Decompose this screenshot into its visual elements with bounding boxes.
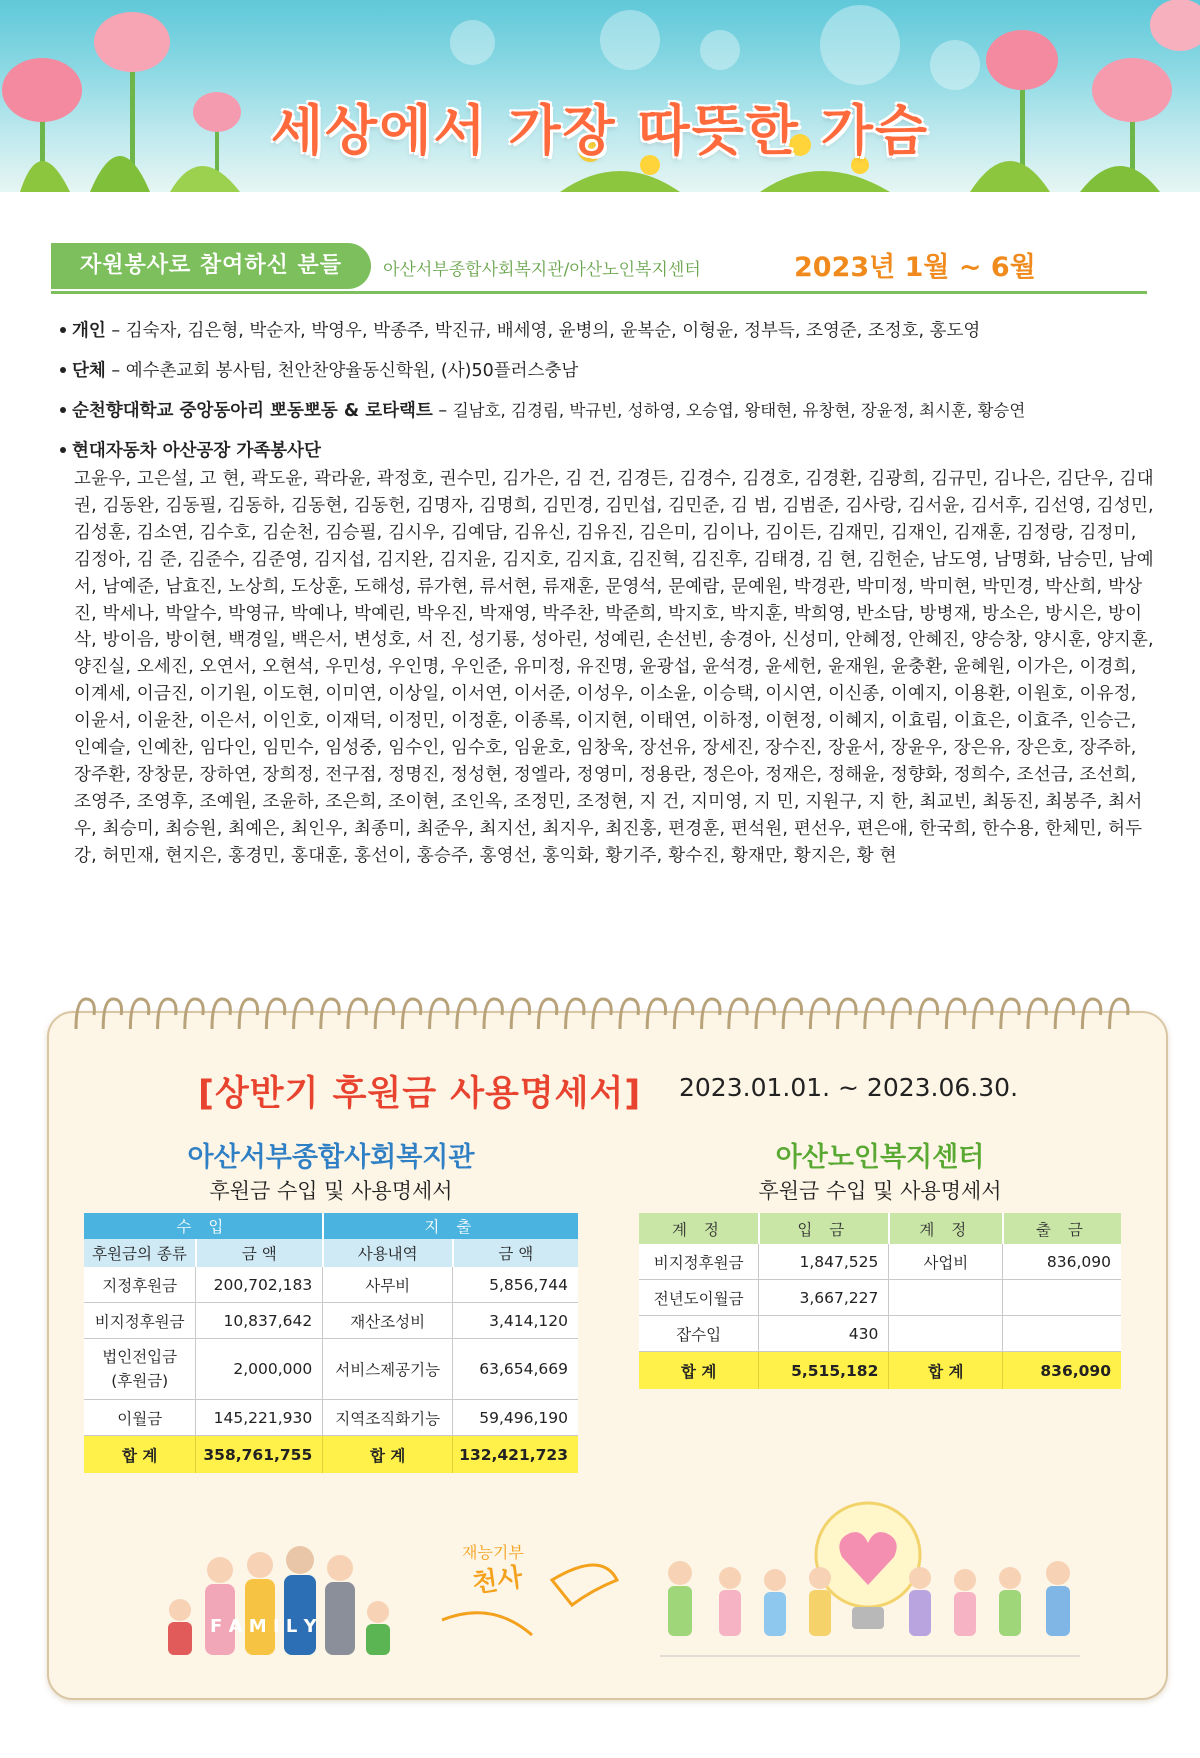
volunteers-list: [60, 318, 1160, 870]
table-row: [84, 1339, 578, 1400]
total-label: 합 계: [639, 1352, 759, 1390]
org1-subtitle: 후원금 수입 및 사용명세서: [209, 1179, 453, 1203]
category-separator: –: [105, 361, 126, 381]
income-amount: 145,221,930: [196, 1400, 323, 1436]
volunteers-period: 2023년 1월 ~ 6월: [794, 252, 1036, 283]
family-volunteer-names: 고윤우, 고은설, 고 현, 곽도윤, 곽라윤, 곽정호, 권수민, 김가은, 김 건, 김경든, 김경수, 김경호, 김경환, 김광희, 김규민, 김나은, 김단우, 김대권, 김동완, 김동필, 김동하, 김동현, 김동헌, 김명자, 김명희, 김민경, 김민섭, 김민준, 김 범, 김범준, 김사랑, 김서윤, 김서후, 김선영, 김성민, 김성훈, 김소연, 김수호, 김순천, 김승필, 김시우, 김예담, 김유신, 김유진, 김은미, 김이나, 김이든, 김재민, 김재인, 김재훈, 김정랑, 김정미, 김정아, 김 준, 김준수, 김준영, 김지섭, 김지완, 김지윤, 김지호, 김지효, 김진혁, 김진후, 김태경, 김 현, 김헌순, 남도영, 남명화, 남승민, 남예서, 남예준, 남효진, 노상희, 도상훈, 도해성, 류가현, 류서현, 류재훈, 문영석, 문예람, 문예원, 박경관, 박미정, 박미현, 박민경, 박산희, 박상진, 박세나, 박알수, 박영규, 박예나, 박예린, 박우진, 박재영, 박주찬, 박준희, 박지호, 박지훈, 박희영, 반소담, 방병재, 방소은, 방시은, 방이삭, 방이음, 방이현, 백경일, 백은서, 변성호, 서 진, 성기룡, 성아린, 성예린, 손선빈, 송경아, 신성미, 안혜정, 안혜진, 양승창, 양시훈, 양지훈, 양진실, 오세진, 오연서, 오현석, 우민성, 우인명, 우인준, 유미정, 유진명, 윤광섭, 윤석경, 윤세헌, 윤재원, 윤충환, 윤혜원, 이가은, 이경희, 이계세, 이금진, 이기원, 이도현, 이미연, 이상일, 이서연, 이서준, 이성우, 이소윤, 이승택, 이시연, 이신종, 이예지, 이용환, 이원호, 이유정, 이윤서, 이윤찬, 이은서, 이인호, 이재덕, 이정민, 이정훈, 이종록, 이지현, 이태연, 이하정, 이현정, 이혜지, 이효림, 이효은, 이효주, 인승근, 인예슬, 인예찬, 임다인, 임민수, 임성중, 임수인, 임수호, 임윤호, 임창욱, 장선유, 장세진, 장수진, 장윤서, 장윤우, 장은유, 장은호, 장주하, 장주환, 장창문, 장하연, 장희정, 전구점, 정명진, 정성현, 정엘라, 정영미, 정용란, 정은아, 정재은, 정해윤, 정향화, 정희수, 조선금, 조선희, 조영주, 조영후, 조예원, 조윤하, 조은희, 조이현, 조인옥, 조정민, 조정현, 지 건, 지미영, 지 민, 지원구, 지 한, 최교빈, 최동진, 최봉주, 최서우, 최승미, 최승원, 최예은, 최인우, 최종미, 최준우, 최지선, 최지우, 최진홍, 편경훈, 편석원, 편선우, 편은애, 한국희, 한수용, 한체민, 허두강, 허민재, 현지은, 홍경민, 홍대훈, 홍선이, 홍승주, 홍영선, 홍익화, 황기주, 황수진, 황재만, 황지은, 황 현: [74, 469, 1154, 866]
table-row: [639, 1316, 1121, 1352]
category-names: 길남호, 김경림, 박규빈, 성하영, 오승엽, 왕태현, 유창현, 장윤정, 최시훈, 황승연: [452, 401, 1026, 420]
category-separator: –: [105, 321, 126, 341]
total-label: 합 계: [889, 1352, 1003, 1390]
total-row: [84, 1436, 578, 1474]
category-label: 개인: [72, 321, 106, 341]
income-amount: 3,667,227: [759, 1280, 889, 1316]
ring-icon: [783, 999, 801, 1029]
expense-type: 재산조성비: [323, 1303, 453, 1339]
category-label: 단체: [72, 361, 106, 381]
total-row: [639, 1352, 1121, 1390]
bullet-icon: [60, 327, 66, 333]
angel-text: 천사: [470, 1562, 525, 1600]
notebook-rings-decoration: [70, 995, 1130, 1039]
ring-icon: [348, 999, 366, 1029]
bullet-icon: [60, 407, 66, 413]
org2-budget-table: [639, 1213, 1121, 1389]
total-income: 358,761,755: [196, 1436, 323, 1474]
table-row: [639, 1280, 1121, 1316]
ring-icon: [674, 999, 692, 1029]
expense-type: 사무비: [323, 1267, 453, 1303]
ring-icon: [892, 999, 910, 1029]
ring-icon: [402, 999, 420, 1029]
expense-amount: [1003, 1316, 1121, 1352]
expense-amount: 3,414,120: [453, 1303, 578, 1339]
ring-icon: [212, 999, 230, 1029]
total-expense: 836,090: [1003, 1352, 1121, 1390]
ring-icon: [946, 999, 964, 1029]
bokeh-decoration: [600, 10, 660, 70]
income-amount: 1,847,525: [759, 1244, 889, 1280]
account-in: 잡수입: [639, 1316, 759, 1352]
family-letters: F A M I L Y: [210, 1616, 317, 1637]
column-header: 출 금: [1003, 1213, 1121, 1244]
income-type: 비지정후원금: [84, 1303, 196, 1339]
expense-type: 서비스제공기능: [323, 1339, 453, 1400]
ring-icon: [865, 999, 883, 1029]
banner-title: 세상에서 가장 따뜻한 가슴: [270, 99, 930, 162]
volunteer-category-group: [60, 358, 1160, 384]
expense-amount: [1003, 1280, 1121, 1316]
table-row: [84, 1400, 578, 1436]
income-header: 수 입: [84, 1213, 323, 1239]
expense-header: 지 출: [323, 1213, 578, 1239]
volunteer-category-individual: [60, 318, 1160, 344]
ring-icon: [375, 999, 393, 1029]
volunteers-heading: 자원봉사로 참여하신 분들: [51, 243, 371, 289]
column-header: 입 금: [759, 1213, 889, 1244]
org1-budget-table: [84, 1213, 578, 1473]
org2-title: 아산노인복지센터: [775, 1142, 985, 1173]
expense-amount: 5,856,744: [453, 1267, 578, 1303]
ring-icon: [185, 999, 203, 1029]
ring-icon: [158, 999, 176, 1029]
ring-icon: [810, 999, 828, 1029]
budget-title: [상반기 후원금 사용명세서]: [198, 1074, 642, 1114]
ring-icon: [1110, 999, 1128, 1029]
ring-icon: [294, 999, 312, 1029]
ring-icon: [729, 999, 747, 1029]
volunteer-category-university: [60, 398, 1160, 424]
account-out: [889, 1280, 1003, 1316]
income-type: 법인전입금 (후원금): [84, 1339, 196, 1400]
category-names: 김숙자, 김은형, 박순자, 박영우, 박종주, 박진규, 배세영, 윤병의, 윤복순, 이형윤, 정부득, 조영준, 조정호, 홍도영: [125, 321, 981, 341]
column-header: 금 액: [453, 1239, 578, 1267]
ring-icon: [1055, 999, 1073, 1029]
budget-date-range: 2023.01.01. ~ 2023.06.30.: [679, 1073, 1019, 1102]
angel-top-text: 재능기부: [462, 1543, 524, 1562]
income-amount: 2,000,000: [196, 1339, 323, 1400]
account-in: 비지정후원금: [639, 1244, 759, 1280]
bokeh-decoration: [700, 30, 740, 70]
ring-icon: [593, 999, 611, 1029]
org2-subtitle: 후원금 수입 및 사용명세서: [758, 1179, 1002, 1203]
ring-icon: [321, 999, 339, 1029]
angel-wings-icon: [432, 1540, 622, 1655]
ring-icon: [457, 999, 475, 1029]
income-amount: 200,702,183: [196, 1267, 323, 1303]
total-label: 합 계: [323, 1436, 453, 1474]
ring-icon: [1082, 999, 1100, 1029]
expense-amount: 63,654,669: [453, 1339, 578, 1400]
column-header: 사용내역: [323, 1239, 453, 1267]
bokeh-decoration: [450, 20, 495, 65]
ring-icon: [647, 999, 665, 1029]
ring-icon: [76, 999, 94, 1029]
ring-icon: [838, 999, 856, 1029]
bullet-icon: [60, 367, 66, 373]
table-row: [639, 1244, 1121, 1280]
ring-icon: [566, 999, 584, 1029]
volunteers-organizations: 아산서부종합사회복지관/아산노인복지센터: [383, 260, 701, 280]
expense-amount: 836,090: [1003, 1244, 1121, 1280]
category-separator: –: [432, 401, 453, 421]
ring-icon: [103, 999, 121, 1029]
ring-icon: [974, 999, 992, 1029]
table-row: [84, 1303, 578, 1339]
income-type: 지정후원금: [84, 1267, 196, 1303]
column-header: 계 정: [639, 1213, 759, 1244]
ring-icon: [620, 999, 638, 1029]
ring-icon: [919, 999, 937, 1029]
column-header: 계 정: [889, 1213, 1003, 1244]
ring-icon: [239, 999, 257, 1029]
talent-donation-angel: [432, 1540, 622, 1655]
divider: [51, 291, 1147, 294]
ring-icon: [756, 999, 774, 1029]
ring-icon: [1001, 999, 1019, 1029]
category-names: 예수촌교회 봉사팀, 천안찬양율동신학원, (사)50플러스충남: [125, 361, 579, 381]
bokeh-decoration: [820, 5, 900, 85]
total-label: 합 계: [84, 1436, 196, 1474]
ring-icon: [484, 999, 502, 1029]
ring-icon: [702, 999, 720, 1029]
ring-icon: [266, 999, 284, 1029]
account-out: [889, 1316, 1003, 1352]
expense-amount: 59,496,190: [453, 1400, 578, 1436]
income-amount: 430: [759, 1316, 889, 1352]
org1-title: 아산서부종합사회복지관: [187, 1142, 475, 1173]
account-out: 사업비: [889, 1244, 1003, 1280]
total-income: 5,515,182: [759, 1352, 889, 1390]
column-header: 금 액: [196, 1239, 323, 1267]
ring-icon: [511, 999, 529, 1029]
table-row: [84, 1267, 578, 1303]
total-expense: 132,421,723: [453, 1436, 578, 1474]
ring-icon: [130, 999, 148, 1029]
family-illustration: [150, 1540, 400, 1655]
column-header: 후원금의 종류: [84, 1239, 196, 1267]
account-in: 전년도이월금: [639, 1280, 759, 1316]
category-label: 현대자동차 아산공장 가족봉사단: [72, 441, 321, 461]
bullet-icon: [60, 447, 66, 453]
ring-icon: [1028, 999, 1046, 1029]
ring-icon: [430, 999, 448, 1029]
header-banner: [0, 0, 1200, 192]
ring-icon: [538, 999, 556, 1029]
volunteer-category-hyundai: [60, 438, 1160, 464]
income-type: 이월금: [84, 1400, 196, 1436]
expense-type: 지역조직화기능: [323, 1400, 453, 1436]
income-amount: 10,837,642: [196, 1303, 323, 1339]
category-label: 순천향대학교 중앙동아리 뽀동뽀동 & 로타랙트: [72, 401, 433, 421]
children-holding-hands-illustration: [660, 1548, 1080, 1658]
